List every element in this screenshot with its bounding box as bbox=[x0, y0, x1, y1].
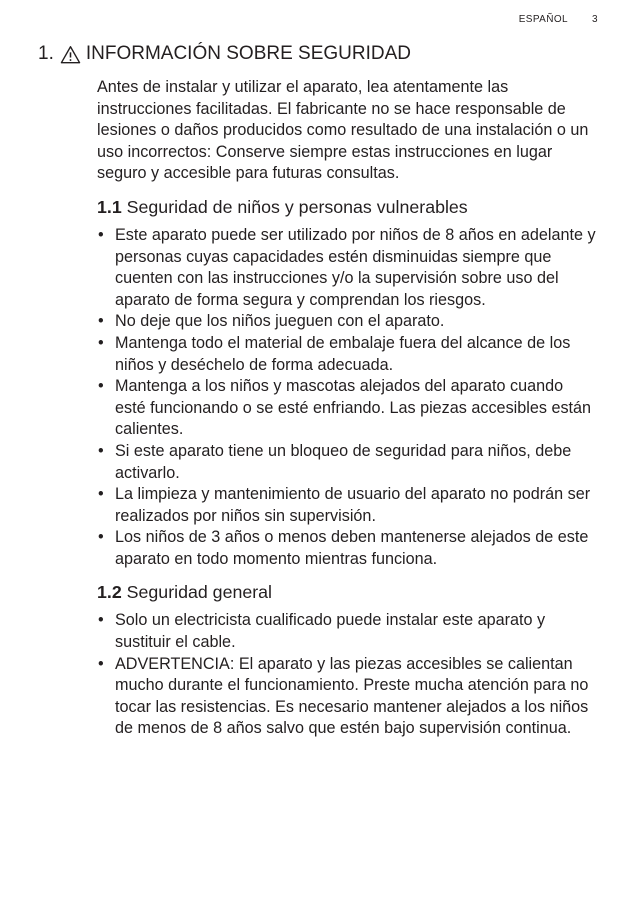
children-safety-list bbox=[97, 225, 597, 571]
list-item: • Mantenga a los niños y mascotas alejados del aparato cuando esté funcionando o se esté enfriando. Las piezas accesibles están calientes. bbox=[97, 376, 597, 441]
header-language: ESPAÑOL bbox=[518, 14, 569, 25]
subsection-number: 1.2 bbox=[97, 582, 122, 603]
page-header bbox=[519, 14, 598, 25]
list-item: • Solo un electricista cualificado puede instalar este aparato y sustituir el cable. bbox=[97, 610, 597, 653]
intro-paragraph: Antes de instalar y utilizar el aparato, lea atentamente las instrucciones facilitadas. El fabricante no se hace responsable de lesiones o daños producidos como resultado de una instalación o un uso incorrectos: Conserve siempre estas instrucciones en lugar seguro y accesible para futuras consultas. bbox=[97, 78, 589, 183]
list-item: • La limpieza y mantenimiento de usuario del aparato no podrán ser realizados por niños sin supervisión. bbox=[97, 484, 597, 527]
list-item: • Los niños de 3 años o menos deben mantenerse alejados de este aparato en todo momento mientras funciona. bbox=[97, 527, 597, 570]
section-title bbox=[38, 43, 411, 65]
section-number: 1. bbox=[38, 43, 54, 64]
section-title-text: INFORMACIÓN SOBRE SEGURIDAD bbox=[85, 43, 412, 64]
subsection-number: 1.1 bbox=[97, 196, 122, 217]
page-content bbox=[97, 77, 597, 740]
subsection-title-text: Seguridad general bbox=[126, 582, 272, 603]
list-item: • Este aparato puede ser utilizado por niños de 8 años en adelante y personas cuyas capacidades estén disminuidas siempre que cuenten con las instrucciones y/o la supervisión sobre uso del aparato de forma segura y comprendan los riesgos. bbox=[97, 225, 597, 311]
list-item: • Si este aparato tiene un bloqueo de seguridad para niños, debe activarlo. bbox=[97, 441, 597, 484]
subsection-title-1-1 bbox=[97, 195, 597, 219]
list-item: • ADVERTENCIA: El aparato y las piezas accesibles se calientan mucho durante el funcionamiento. Preste mucha atención para no tocar las resistencias. Es necesario mantener alejados a los niños de menos de 8 años salvo que estén bajo supervisión continua. bbox=[97, 654, 597, 740]
general-safety-list bbox=[97, 610, 597, 740]
subsection-title-1-2 bbox=[97, 580, 597, 604]
list-item: • No deje que los niños jueguen con el aparato. bbox=[97, 311, 597, 333]
subsection-title-text: Seguridad de niños y personas vulnerables bbox=[126, 196, 468, 217]
page-number: 3 bbox=[592, 14, 598, 25]
warning-triangle-icon bbox=[60, 45, 81, 64]
list-item: • Mantenga todo el material de embalaje fuera del alcance de los niños y deséchelo de forma adecuada. bbox=[97, 333, 597, 376]
